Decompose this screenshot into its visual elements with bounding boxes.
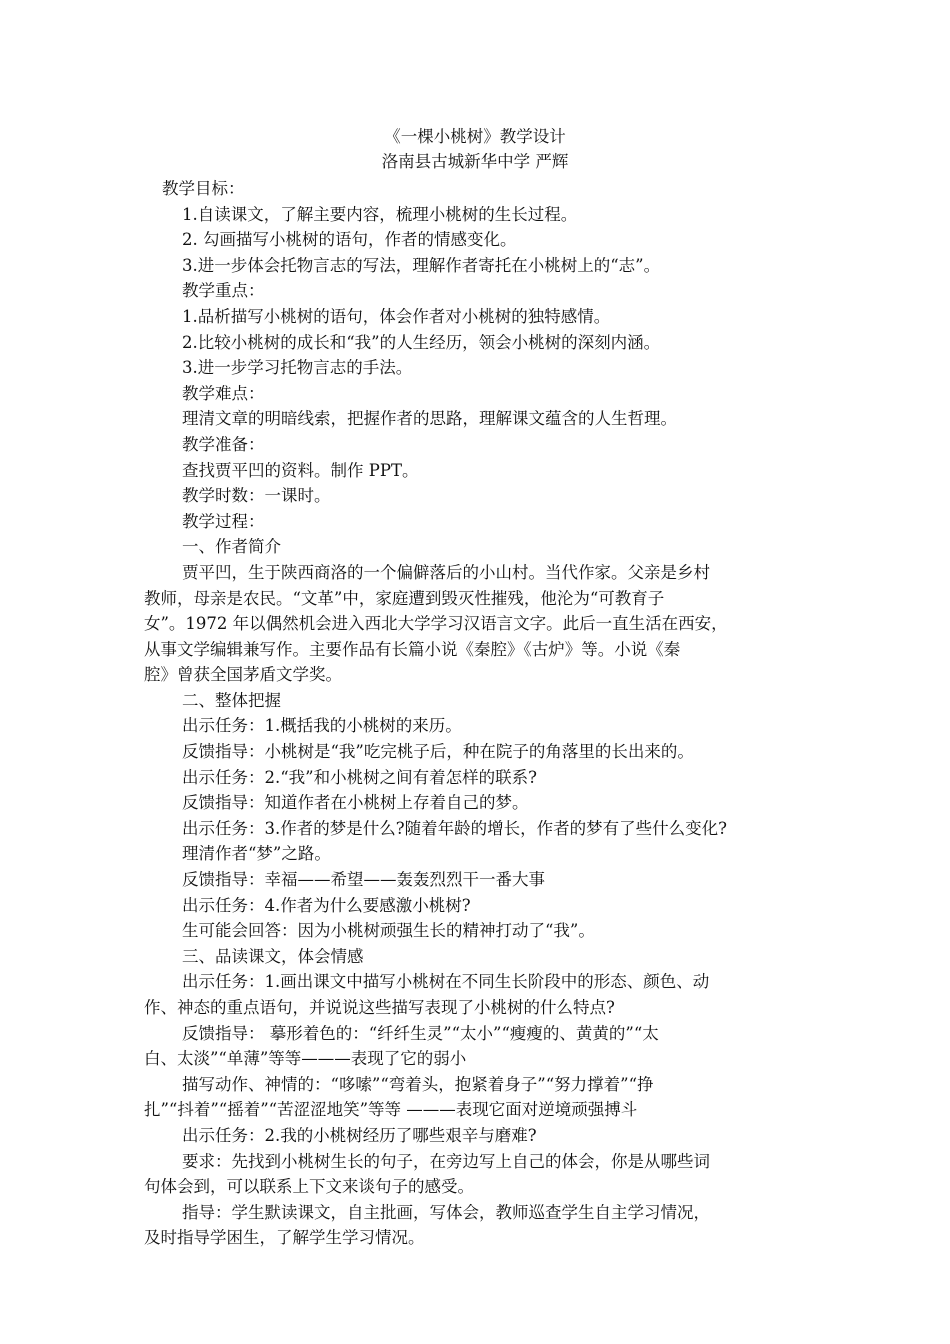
text-line: 2.比较小桃树的成长和“我”的人生经历，领会小桃树的深刻内涵。 — [182, 332, 661, 352]
text-line: 描写动作、神情的：“哆嗦”“弯着头，抱紧着身子”“努力撑着”“挣 — [182, 1074, 654, 1094]
text-line: 1.品析描写小桃树的语句，体会作者对小桃树的独特感情。 — [182, 306, 611, 326]
text-line: 理清文章的明暗线索，把握作者的思路，理解课文蕴含的人生哲理。 — [182, 409, 677, 429]
text-line: 句体会到，可以联系上下文来谈句子的感受。 — [144, 1177, 474, 1197]
text-line: 理清作者“梦”之路。 — [182, 844, 331, 864]
text-line: 腔》曾获全国茅盾文学奖。 — [144, 665, 342, 685]
text-line: 白、太淡”“单薄”等等———表现了它的弱小 — [144, 1049, 467, 1069]
text-line: 二、整体把握 — [182, 690, 281, 710]
document-author: 洛南县古城新华中学 严辉 — [381, 152, 569, 171]
text-line: 生可能会回答：因为小桃树顽强生长的精神打动了“我”。 — [182, 921, 595, 941]
text-line: 教学难点： — [182, 383, 265, 403]
text-line: 从事文学编辑兼写作。主要作品有长篇小说《秦腔》《古炉》等。小说《秦 — [144, 639, 681, 659]
text-line: 查找贾平凹的资料。制作 PPT。 — [182, 460, 419, 480]
text-line: 指导：学生默读课文，自主批画，写体会，教师巡查学生自主学习情况， — [182, 1202, 710, 1222]
text-line: 出示任务：1.画出课文中描写小桃树在不同生长阶段中的形态、颜色、动 — [182, 972, 710, 992]
text-line: 女”。1972 年以偶然机会进入西北大学学习汉语言文字。此后一直生活在西安， — [144, 614, 728, 634]
text-line: 出示任务：2.我的小桃树经历了哪些艰辛与磨难? — [182, 1125, 537, 1145]
text-line: 出示任务：1.概括我的小桃树的来历。 — [182, 716, 462, 736]
title-block — [0, 124, 950, 174]
text-line: 及时指导学困生，了解学生学习情况。 — [144, 1228, 425, 1248]
text-line: 出示任务：3.作者的梦是什么?随着年龄的增长，作者的梦有了些什么变化? — [182, 818, 727, 838]
text-line: 2. 勾画描写小桃树的语句，作者的情感变化。 — [182, 230, 517, 250]
text-line: 3.进一步学习托物言志的手法。 — [182, 358, 413, 378]
text-line: 作、神态的重点语句，并说说这些描写表现了小桃树的什么特点? — [144, 998, 615, 1017]
text-line: 教师，母亲是农民。“文革”中，家庭遭到毁灭性摧残，他沦为“可教育子 — [144, 588, 665, 608]
text-line: 一、作者简介 — [182, 537, 281, 557]
document-title: 《一棵小桃树》教学设计 — [384, 127, 566, 146]
text-line: 教学重点： — [182, 281, 265, 301]
text-line: 三、品读课文，体会情感 — [182, 946, 364, 966]
text-line: 反馈指导：知道作者在小桃树上存着自己的梦。 — [182, 793, 529, 813]
text-line: 教学过程： — [182, 511, 265, 531]
text-line: 扎”“抖着”“摇着”“苦涩涩地笑”等等 ———表现它面对逆境顽强搏斗 — [144, 1100, 638, 1120]
text-line: 贾平凹，生于陕西商洛的一个偏僻落后的小山村。当代作家。父亲是乡村 — [182, 562, 710, 582]
text-line: 1.自读课文，了解主要内容，梳理小桃树的生长过程。 — [182, 204, 578, 224]
text-line: 要求：先找到小桃树生长的句子，在旁边写上自己的体会，你是从哪些词 — [182, 1151, 710, 1171]
text-line: 反馈指导： 摹形着色的：“纤纤生灵”“太小”“瘦瘦的、黄黄的”“太 — [182, 1023, 659, 1043]
text-line: 3.进一步体会托物言志的写法，理解作者寄托在小桃树上的“志”。 — [182, 255, 661, 275]
text-line: 教学准备： — [182, 434, 265, 454]
text-line: 教学时数：一课时。 — [182, 486, 331, 506]
text-line: 反馈指导：小桃树是“我”吃完桃子后，种在院子的角落里的长出来的。 — [182, 742, 694, 762]
document-body — [144, 176, 810, 1251]
text-line: 反馈指导：幸福——希望——轰轰烈烈干一番大事 — [182, 870, 545, 890]
text-line: 出示任务：2.“我”和小桃树之间有着怎样的联系? — [182, 767, 537, 787]
text-line: 教学目标： — [162, 179, 245, 198]
text-line: 出示任务：4.作者为什么要感激小桃树? — [182, 895, 471, 915]
